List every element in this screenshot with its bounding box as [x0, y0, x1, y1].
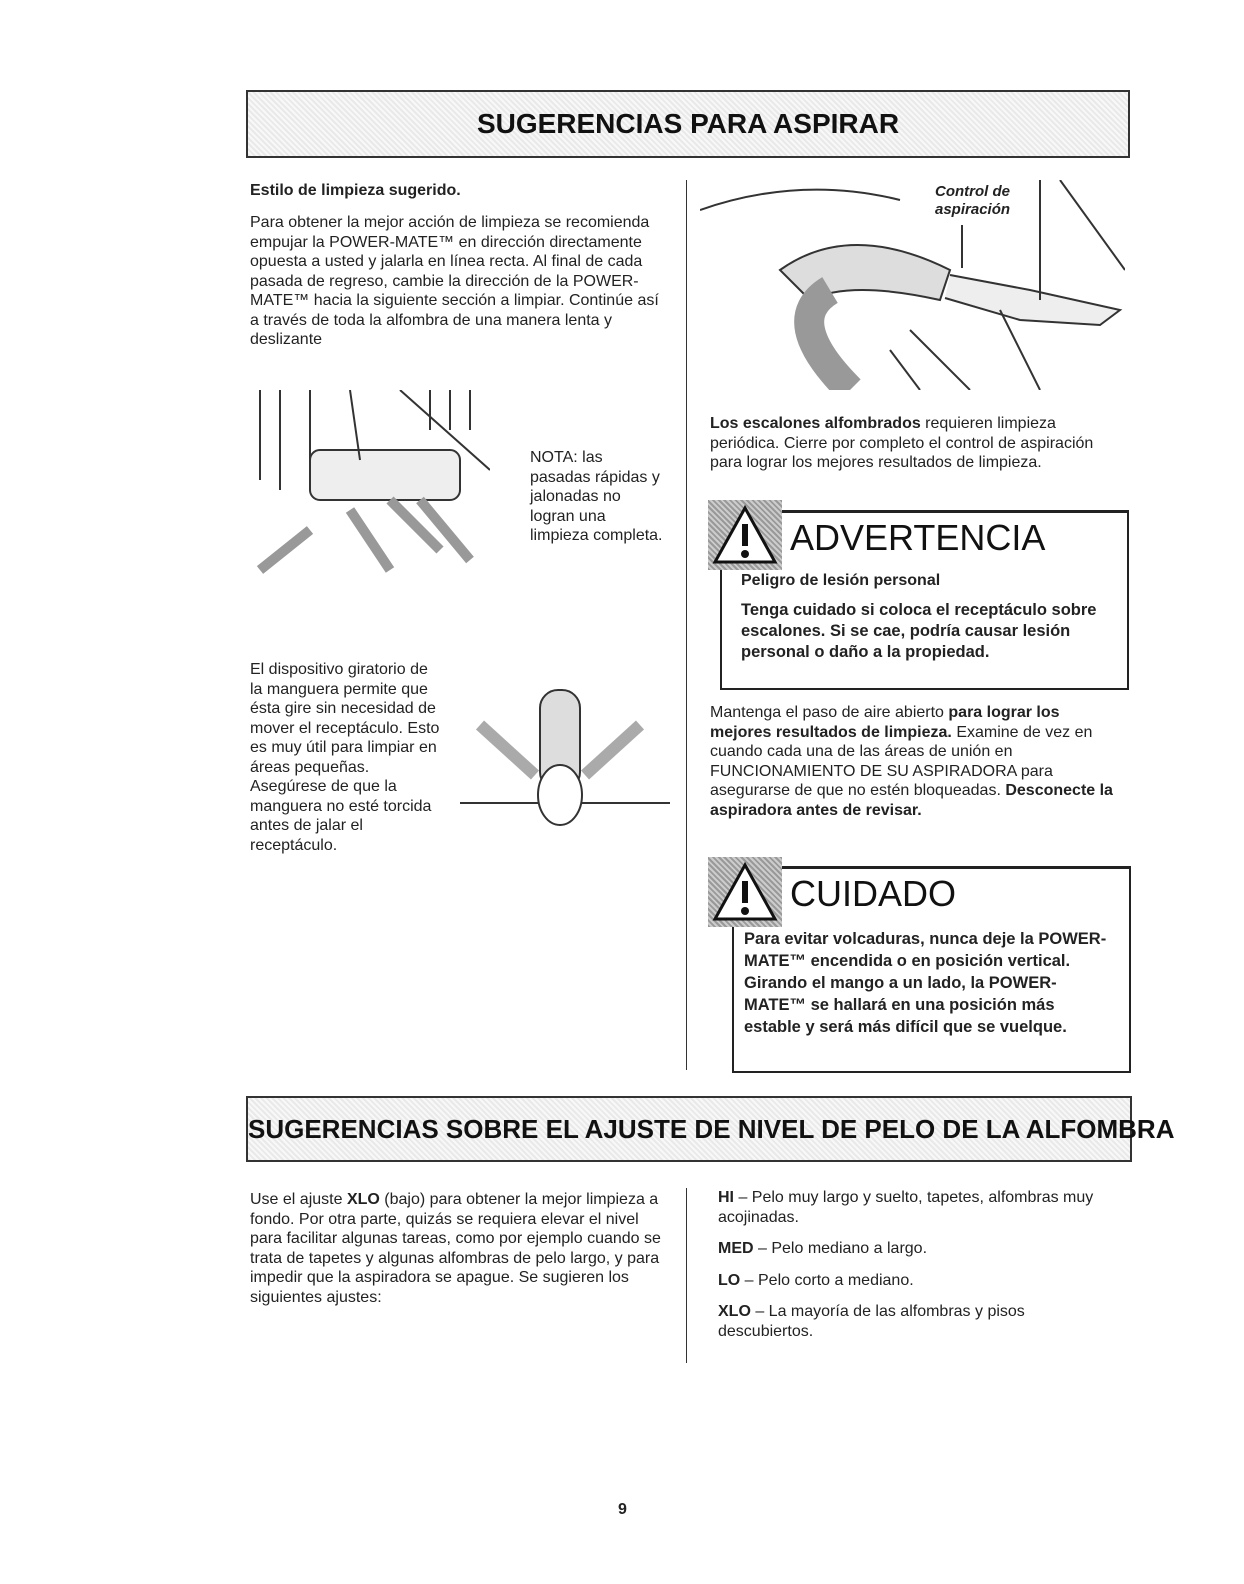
setting-hi: [718, 1188, 1118, 1227]
caution-triangle-icon: [712, 861, 778, 923]
warning-title: ADVERTENCIA: [790, 517, 1046, 558]
suction-control-callout: Control de aspiración: [935, 183, 1011, 218]
caution-text: Para evitar volcaduras, nunca deje la POWER-MATE™ encendida o en posición vertical. Girando el mango a un lado, la POWER-MATE™ se hallará en una posición más estable y será más difícil que se vuelque.: [744, 930, 1107, 1036]
warning-text: Tenga cuidado si coloca el receptáculo sobre escalones. Si se cae, podría causar lesión personal o daño a la propiedad.: [741, 601, 1097, 661]
vacuum-push-pull-illustration: [250, 390, 490, 590]
setting-desc: – Pelo corto a mediano.: [740, 1271, 914, 1289]
airflow-c: Examine de vez en cuando cada una de las áreas de unión en FUNCIONAMIENTO DE SU ASPIRADORA para asegurarse de que no estén bloqueadas.: [710, 723, 1093, 799]
airflow-b: para lograr los mejores resultados de limpieza.: [710, 704, 1060, 741]
setting-desc: – Pelo muy largo y suelto, tapetes, alfombras muy acojinadas.: [718, 1189, 1094, 1226]
airflow-a: Mantenga el paso de aire abierto: [710, 704, 949, 721]
pile-settings-list: [718, 1188, 1118, 1341]
setting-key: HI: [718, 1189, 734, 1206]
setting-desc: – La mayoría de las alfombras y pisos descubiertos.: [718, 1303, 1025, 1340]
suction-control-illustration: [700, 180, 1125, 390]
setting-lo: [718, 1271, 1118, 1291]
setting-key: MED: [718, 1240, 754, 1257]
setting-key: XLO: [718, 1303, 751, 1320]
nota-label: NOTA:: [530, 449, 578, 466]
column-divider: [686, 180, 687, 1070]
stairs-bold: Los escalones alfombrados: [710, 415, 921, 432]
warning-triangle-icon: [712, 504, 778, 566]
intro-b: XLO: [346, 1191, 380, 1208]
cleaning-style-paragraph: Para obtener la mejor acción de limpieza se recomienda empujar la POWER-MATE™ en dirección directamente opuesta a usted y jalarla en línea recta. Al final de cada pasada de regreso, cambie la dirección de la POWER-MATE™ hacia la siguiente sección a limpiar. Continúe así a través de toda la alfombra de una manera lenta y deslizante: [250, 214, 659, 348]
airflow-paragraph: [710, 703, 1125, 820]
setting-key: LO: [718, 1271, 741, 1289]
section-header-pile-height: SUGERENCIAS SOBRE EL AJUSTE DE NIVEL DE PELO DE LA ALFOMBRA: [246, 1096, 1132, 1162]
intro-a: Use el ajuste: [250, 1191, 347, 1208]
setting-med: [718, 1239, 1118, 1259]
column-divider-2: [686, 1188, 687, 1363]
setting-xlo: [718, 1302, 1118, 1341]
warning-subtitle: Peligro de lesión personal: [741, 572, 941, 589]
nota-text: [530, 448, 665, 546]
cleaning-style-heading: Estilo de limpieza sugerido.: [250, 182, 461, 199]
caution-title: CUIDADO: [790, 873, 957, 914]
hose-swivel-illustration: [450, 685, 675, 835]
section-header-aspirar: SUGERENCIAS PARA ASPIRAR: [246, 90, 1130, 158]
stairs-text: requieren limpieza periódica. Cierre por completo el control de aspiración para lograr los mejores resultados de limpieza.: [710, 415, 1094, 471]
nota-body: las pasadas rápidas y jalonadas no logran una limpieza completa.: [530, 449, 663, 544]
pile-intro-paragraph: [250, 1190, 670, 1307]
airflow-d: Desconecte la aspiradora antes de revisar.: [710, 782, 1113, 819]
stairs-paragraph: [710, 414, 1125, 473]
setting-desc: – Pelo mediano a largo.: [753, 1240, 928, 1257]
swivel-paragraph: El dispositivo giratorio de la manguera permite que ésta gire sin necesidad de mover el receptáculo. Esto es muy útil para limpiar en áreas pequeñas. Asegúrese de que la manguera no esté torcida antes de jalar el receptáculo.: [250, 661, 440, 854]
intro-c: (bajo) para obtener la mejor limpieza a fondo. Por otra parte, quizás se requiera elevar el nivel para facilitar algunas tareas, como por ejemplo cuando se trata de tapetes y algunas alfombras de pelo largo, y para impedir que la aspiradora se apague. Se sugieren los siguientes ajustes:: [250, 1191, 661, 1306]
page-number: 9: [618, 1501, 627, 1518]
